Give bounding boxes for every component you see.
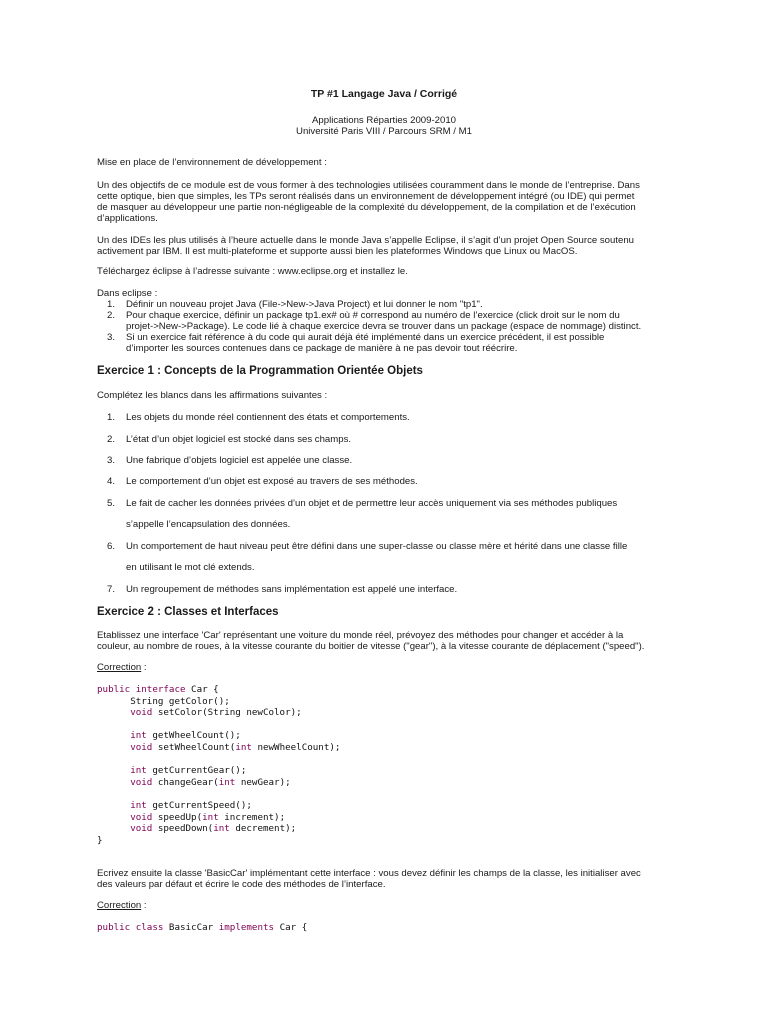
code-text: speedUp( <box>152 811 203 823</box>
code-text: setWheelCount( <box>152 742 236 753</box>
code-text: BasicCar <box>163 922 219 933</box>
correction-label-text: Correction <box>97 662 142 673</box>
list-item: Si un exercice fait référence à du code qui aurait déjà été implémenté dans un exercice précédent, il est possible <box>126 332 605 343</box>
code-line <box>97 835 103 847</box>
code-text: getWheelCount(); <box>146 730 241 742</box>
document-title: TP #1 Langage Java / Corrigé <box>310 88 458 100</box>
list-item-continued: projet->New->Package). Le code lié à chaque exercice devra se trouver dans un package (espace de nommage) distinct. <box>126 321 642 332</box>
list-item-continued: d’importer les sources contenues dans ce package de manière à ne pas devoir tout réécrire. <box>126 343 518 354</box>
document-subtitle-university: Université Paris VIII / Parcours SRM / M1 <box>296 126 472 137</box>
exercise-1-title: Exercice 1 : Concepts de la Programmation Orientée Objets <box>97 365 423 377</box>
list-item: Les objets du monde réel contiennent des états et comportements. <box>126 412 410 423</box>
list-item: Définir un nouveau projet Java (File->New->Java Project) et lui donner le nom "tp1". <box>126 299 483 310</box>
correction-colon: : <box>141 662 147 673</box>
list-item: Un comportement de haut niveau peut être défini dans une super-classe ou classe mère et hérité dans une classe fille <box>126 541 628 552</box>
list-number: 1. <box>106 412 115 423</box>
code-text: } <box>97 834 103 846</box>
code-keyword: void <box>97 707 153 719</box>
text-line: Un des objectifs de ce module est de vous former à des technologies utilisées couramment dans le monde de l’entreprise. Dans <box>97 180 640 191</box>
code-keyword: void <box>97 811 153 823</box>
code-line <box>97 765 246 777</box>
correction-label <box>97 662 147 674</box>
list-item: Un regroupement de méthodes sans implémentation est appelé une interface. <box>126 584 458 595</box>
code-line <box>97 730 241 742</box>
correction-colon: : <box>141 900 147 911</box>
code-keyword: int <box>213 823 230 835</box>
code-line <box>97 684 219 696</box>
text-line: activement par IBM. Il est multi-plateforme et supporte aussi bien les plateformes Windows que Linux ou MacOS. <box>97 246 578 257</box>
code-text: speedDown( <box>152 823 214 835</box>
code-text: getCurrentGear(); <box>146 765 247 777</box>
code-text: Car { <box>274 922 308 933</box>
text-line: des valeurs par défaut et écrire le code des méthodes de l’interface. <box>97 879 386 890</box>
document-subtitle-course: Applications Réparties 2009-2010 <box>312 115 456 126</box>
code-line <box>97 696 230 708</box>
code-keyword: void <box>97 823 153 835</box>
eclipse-list-heading: Dans eclipse : <box>97 288 158 299</box>
code-keyword: int <box>202 811 219 823</box>
code-keyword: implements <box>218 922 275 933</box>
list-number: 4. <box>106 476 115 487</box>
list-item: Pour chaque exercice, définir un package tp1.ex# où # correspond au numéro de l’exercice (click droit sur le nom du <box>126 310 620 321</box>
code-text: getCurrentSpeed(); <box>146 800 252 811</box>
list-number: 5. <box>106 498 115 509</box>
code-keyword: public interface <box>97 684 186 695</box>
code-text: newWheelCount); <box>251 742 341 753</box>
code-text: decrement); <box>229 823 297 835</box>
list-item: L’état d’un objet logiciel est stocké dans ses champs. <box>126 434 352 445</box>
list-number: 7. <box>106 584 115 595</box>
list-number: 2. <box>106 310 115 321</box>
code-keyword: int <box>97 800 147 811</box>
list-number: 6. <box>106 541 115 552</box>
list-number: 2. <box>106 434 115 445</box>
text-line: Etablissez une interface 'Car' représentant une voiture du monde réel, prévoyez des méthodes pour changer et accéder à la <box>97 630 624 641</box>
code-line <box>97 922 307 934</box>
code-line <box>97 777 291 789</box>
list-number: 3. <box>106 332 115 343</box>
code-text: setColor(String newColor); <box>152 707 302 719</box>
text-line: Un des IDEs les plus utilisés à l’heure actuelle dans le monde Java s’appelle Eclipse, il s’agit d’un projet Open Source soutenu <box>97 235 635 246</box>
text-line: cette optique, bien que simples, les TPs seront réalisés dans un environnement de développement intégré (ou IDE) qui permet <box>97 191 635 202</box>
text-line: d’applications. <box>97 213 158 224</box>
code-keyword: int <box>97 765 147 777</box>
text-line: de masquer au développeur une partie non-négligeable de la complexité du développement, de la compilation et de l’exécution <box>97 202 636 213</box>
intro-heading: Mise en place de l’environnement de développement : <box>97 157 327 168</box>
text-line: Ecrivez ensuite la classe 'BasicCar' implémentant cette interface : vous devez définir les champs de la classe, les initialiser avec <box>97 868 641 879</box>
list-item: Le comportement d’un objet est exposé au travers de ses méthodes. <box>126 476 418 487</box>
code-keyword: int <box>235 742 252 753</box>
code-text: Car { <box>185 684 219 695</box>
correction-label-text: Correction <box>97 900 142 911</box>
code-line <box>97 800 252 812</box>
code-keyword: int <box>218 776 236 788</box>
code-keyword: int <box>97 730 147 742</box>
list-number: 1. <box>106 299 115 310</box>
list-item: Le fait de cacher les données privées d’un objet et de permettre leur accès uniquement via ses méthodes publiques <box>126 498 618 509</box>
code-text: changeGear( <box>152 776 219 788</box>
correction-label-2 <box>97 900 147 912</box>
code-text: String getColor(); <box>97 695 230 707</box>
code-text: increment); <box>218 811 286 823</box>
exercise-1-intro: Complétez les blancs dans les affirmations suivantes : <box>97 390 328 401</box>
code-keyword: void <box>97 742 153 753</box>
code-text: newGear); <box>235 776 291 788</box>
exercise-2-title: Exercice 2 : Classes et Interfaces <box>97 606 279 618</box>
code-keyword: void <box>97 776 153 788</box>
code-keyword: public class <box>97 922 164 933</box>
list-number: 3. <box>106 455 115 466</box>
code-line <box>97 742 340 754</box>
list-item: Une fabrique d’objets logiciel est appelée une classe. <box>126 455 353 466</box>
intro-paragraph-3: Téléchargez éclipse à l’adresse suivante : www.eclipse.org et installez le. <box>97 266 408 277</box>
list-item-continued: s’appelle l’encapsulation des données. <box>126 519 291 530</box>
list-item-continued: en utilisant le mot clé extends. <box>126 562 255 573</box>
code-line <box>97 812 285 824</box>
text-line: couleur, au nombre de roues, à la vitesse courante du boitier de vitesse ("gear"), à la vitesse courante de déplacement ("speed"). <box>97 641 645 652</box>
code-line <box>97 707 302 719</box>
code-line <box>97 823 296 835</box>
